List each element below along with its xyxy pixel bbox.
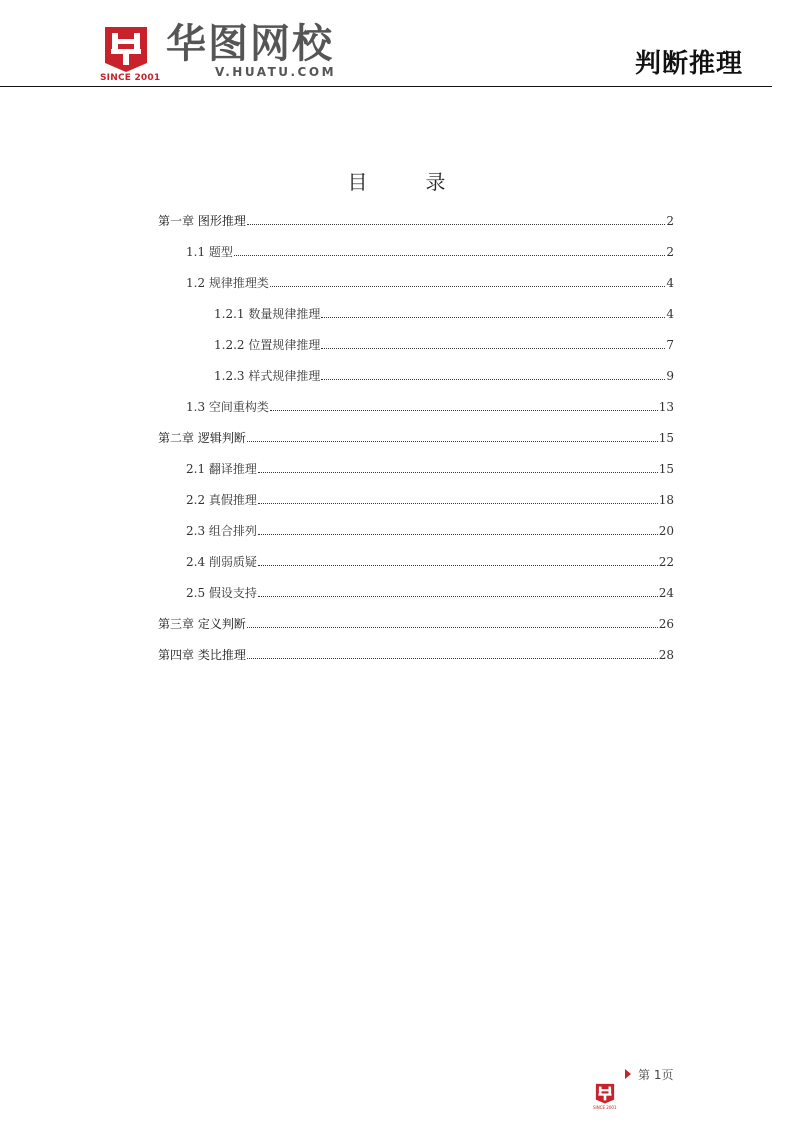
toc-entry[interactable] — [158, 584, 674, 615]
toc-dot-leader — [258, 472, 658, 473]
table-of-contents — [158, 212, 674, 677]
toc-entry-label: 1.2.1 数量规律推理 — [214, 307, 321, 321]
toc-entry-page: 18 — [658, 493, 674, 507]
toc-entry-label: 1.2 规律推理类 — [186, 276, 269, 290]
toc-entry-page: 20 — [658, 524, 674, 538]
toc-entry-label: 第二章 逻辑判断 — [158, 431, 246, 445]
toc-dot-leader — [258, 565, 658, 566]
toc-entry-page: 15 — [658, 462, 674, 476]
toc-entry-page: 4 — [666, 276, 674, 290]
toc-entry-page: 28 — [658, 648, 674, 662]
toc-dot-leader — [321, 348, 665, 349]
toc-entry-page: 9 — [666, 369, 674, 383]
page-header — [0, 0, 793, 88]
toc-entry-label: 2.3 组合排列 — [186, 524, 257, 538]
toc-title — [0, 166, 793, 195]
header-title: 判断推理 — [634, 49, 743, 79]
toc-dot-leader — [258, 596, 658, 597]
triangle-right-icon — [625, 1069, 631, 1079]
toc-entry[interactable] — [158, 491, 674, 522]
toc-dot-leader — [321, 379, 665, 380]
toc-entry-label: 第三章 定义判断 — [158, 617, 246, 631]
toc-entry-page: 22 — [658, 555, 674, 569]
toc-dot-leader — [247, 658, 658, 659]
toc-entry-label: 2.1 翻译推理 — [186, 462, 257, 476]
toc-entry-label: 2.4 削弱质疑 — [186, 555, 257, 569]
toc-entry[interactable] — [158, 212, 674, 243]
toc-dot-leader — [270, 286, 665, 287]
toc-dot-leader — [234, 255, 665, 256]
toc-dot-leader — [247, 224, 666, 225]
toc-dot-leader — [258, 534, 658, 535]
toc-entry-label: 第一章 图形推理 — [158, 214, 246, 228]
toc-entry-label: 1.2.3 样式规律推理 — [214, 369, 321, 383]
toc-title-char: 目 — [347, 170, 368, 194]
toc-entry-page: 4 — [666, 307, 674, 321]
toc-entry-label: 1.1 题型 — [186, 245, 233, 259]
page-number: 第 1页 — [638, 1068, 674, 1082]
toc-entry[interactable] — [158, 398, 674, 429]
toc-dot-leader — [258, 503, 658, 504]
toc-dot-leader — [247, 627, 658, 628]
toc-entry-page: 26 — [658, 617, 674, 631]
toc-entry-page: 2 — [666, 214, 674, 228]
toc-entry[interactable] — [158, 274, 674, 305]
logo-brand-name: 华图网校 — [166, 21, 334, 67]
toc-entry[interactable] — [158, 646, 674, 677]
toc-entry[interactable] — [158, 305, 674, 336]
toc-entry-label: 1.3 空间重构类 — [186, 400, 269, 414]
toc-entry-page: 2 — [666, 245, 674, 259]
logo-url-text: V.HUATU.COM — [215, 65, 337, 79]
toc-dot-leader — [321, 317, 665, 318]
toc-entry[interactable] — [158, 522, 674, 553]
toc-entry[interactable] — [158, 429, 674, 460]
toc-entry-page: 24 — [658, 586, 674, 600]
toc-entry-label: 1.2.2 位置规律推理 — [214, 338, 321, 352]
toc-title-char: 录 — [425, 170, 446, 194]
toc-entry-label: 第四章 类比推理 — [158, 648, 246, 662]
toc-entry[interactable] — [158, 336, 674, 367]
toc-dot-leader — [247, 441, 658, 442]
header-divider — [0, 86, 772, 87]
logo-since-text: SINCE 2001 — [100, 73, 161, 83]
huatu-footer-logo-icon — [595, 1083, 615, 1104]
footer-logo-since-text: SINCE 2001 — [593, 1105, 617, 1110]
toc-entry-page: 7 — [666, 338, 674, 352]
toc-entry[interactable] — [158, 243, 674, 274]
toc-entry-page: 13 — [658, 400, 674, 414]
toc-entry[interactable] — [158, 553, 674, 584]
toc-entry-label: 2.2 真假推理 — [186, 493, 257, 507]
toc-entry[interactable] — [158, 460, 674, 491]
huatu-logo-icon — [103, 25, 149, 73]
toc-dot-leader — [270, 410, 658, 411]
toc-entry[interactable] — [158, 615, 674, 646]
toc-entry-label: 2.5 假设支持 — [186, 586, 257, 600]
toc-entry[interactable] — [158, 367, 674, 398]
toc-entry-page: 15 — [658, 431, 674, 445]
